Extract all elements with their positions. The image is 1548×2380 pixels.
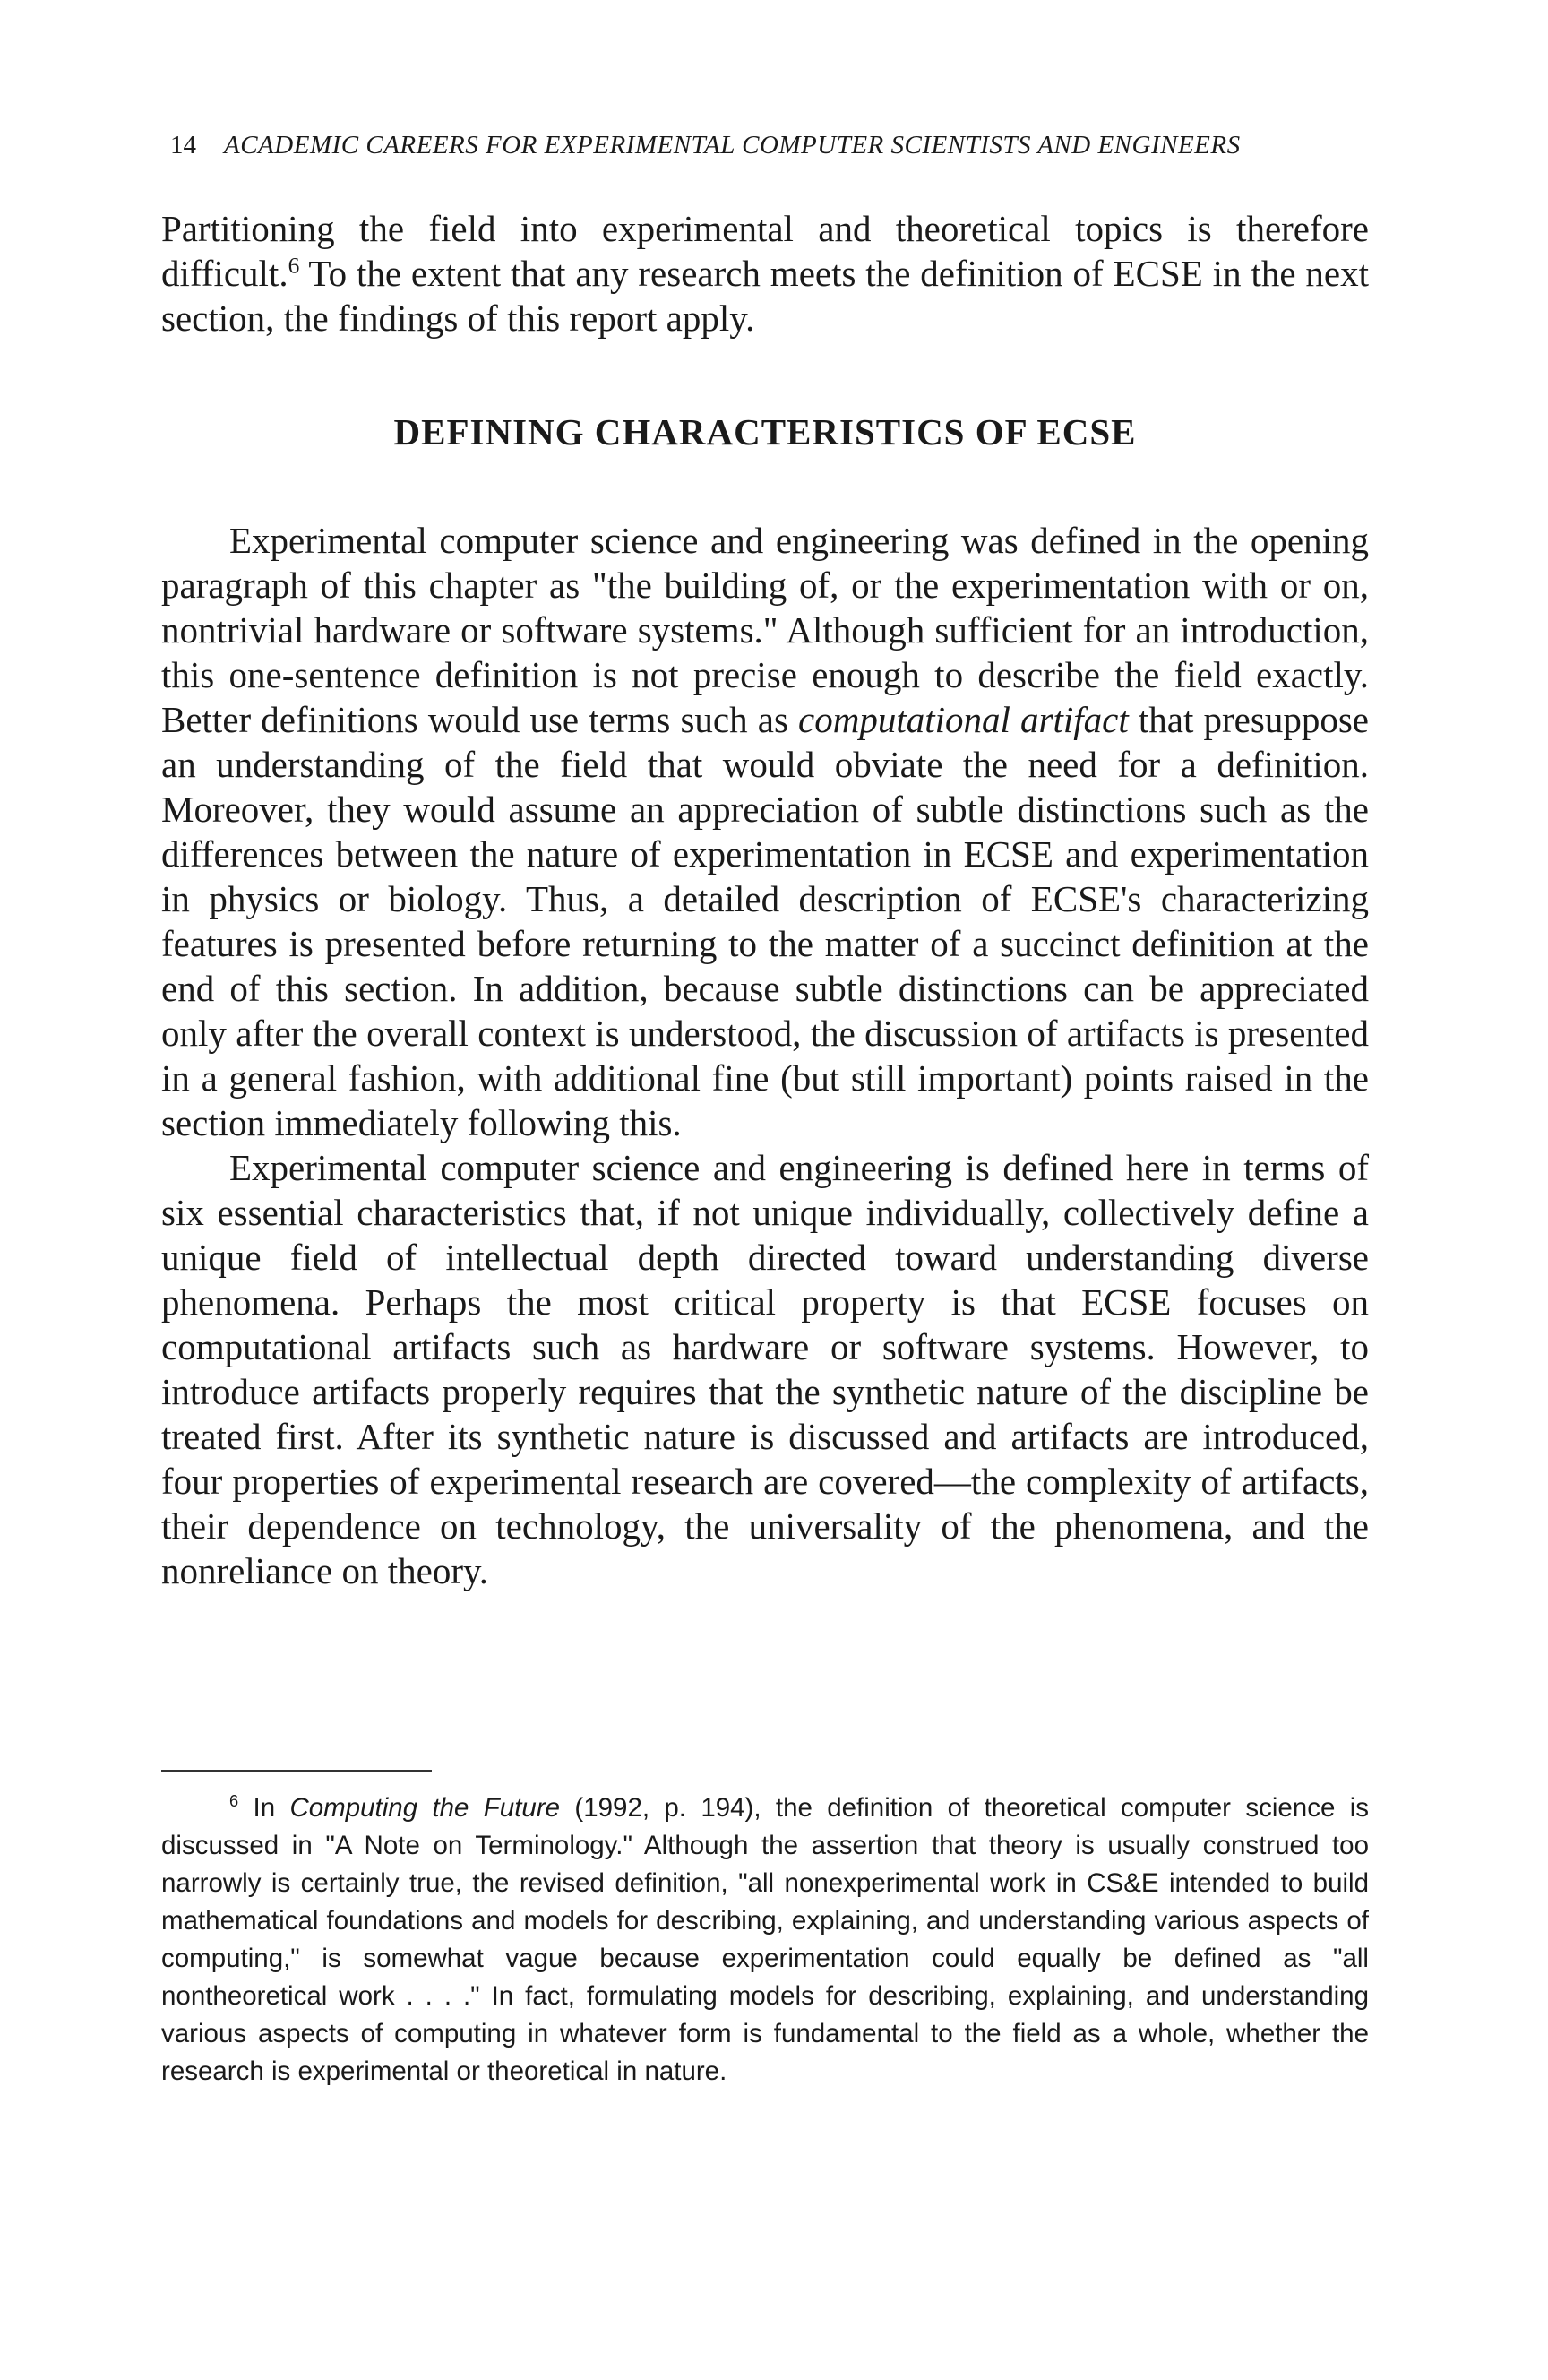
body-text bbox=[161, 518, 1369, 1593]
footnote-text-b: (1992, p. 194), the definition of theoretical computer science is discussed in "A Note on Terminology." Although the assertion that theory is usually construed too narrowly is certainly true, the revised definition, "all nonexperimental work in CS&E intended to build mathematical foundations and models for describing, explaining, and understanding various aspects of computing," is somewhat vague because experimentation could equally be defined as "all nontheoretical work . . . ." In fact, formulating models for describing, explaining, and understanding various aspects of computing in whatever form is fundamental to the field as a whole, whether the research is experimental or theoretical in nature. bbox=[161, 1793, 1369, 2086]
paragraph-2-text-a: Experimental computer science and engineering was defined in the opening paragraph of this chapter as "the building of, or the experimentation with or on, nontrivial hardware or software systems." Although sufficient for an introduction, this one-sentence definition is not precise enough to describe the field exactly. Better definitions would use terms such as bbox=[161, 520, 1369, 740]
footnote-rule bbox=[161, 1770, 432, 1772]
paragraph-1-text-a: Partitioning the field into experimental and theoretical topics is therefore difficult. bbox=[161, 208, 1369, 294]
running-head-title: ACADEMIC CAREERS FOR EXPERIMENTAL COMPUTER SCIENTISTS AND ENGINEERS bbox=[224, 131, 1241, 160]
paragraph-1-text-b: To the extent that any research meets the definition of ECSE in the next section, the findings of this report apply. bbox=[161, 253, 1369, 339]
running-head bbox=[170, 131, 1371, 160]
footnote-text-a: In bbox=[238, 1793, 290, 1823]
footnote bbox=[161, 1789, 1369, 2091]
paragraph-3: Experimental computer science and engineering is defined here in terms of six essential characteristics that, if not unique individually, collectively define a unique field of intellectual depth directed toward understanding diverse phenomena. Perhaps the most critical property is that ECSE focuses on computational artifacts such as hardware or software systems. However, to introduce artifacts properly requires that the synthetic nature of the discipline be treated first. After its synthetic nature is discussed and artifacts are introduced, four properties of experimental research are covered—the complexity of artifacts, their dependence on technology, the universality of the phenomena, and the nonreliance on theory. bbox=[161, 1147, 1369, 1591]
section-heading: DEFINING CHARACTERISTICS OF ECSE bbox=[393, 411, 1137, 453]
footnote-book-title: Computing the Future bbox=[289, 1793, 561, 1823]
paragraph-2-emphasis: computational artifact bbox=[798, 699, 1129, 740]
paragraph-2 bbox=[161, 518, 1369, 1145]
footnote-marker: 6 bbox=[229, 1791, 239, 1811]
footnote-reference: 6 bbox=[288, 253, 300, 279]
paragraph-1 bbox=[161, 206, 1369, 341]
page-number: 14 bbox=[170, 131, 196, 160]
paragraph-2-text-b: that presuppose an understanding of the field that would obviate the need for a definition. Moreover, they would assume an appreciation of subtle distinctions such as the differences between the nature of experimentation in ECSE and experimentation in physics or biology. Thus, a detailed description of ECSE's characterizing features is presented before returning to the matter of a succinct definition at the end of this section. In addition, because subtle distinctions can be appreciated only after the overall context is understood, the discussion of artifacts is presented in a general fashion, with additional fine (but still important) points raised in the section immediately following this. bbox=[161, 699, 1369, 1143]
